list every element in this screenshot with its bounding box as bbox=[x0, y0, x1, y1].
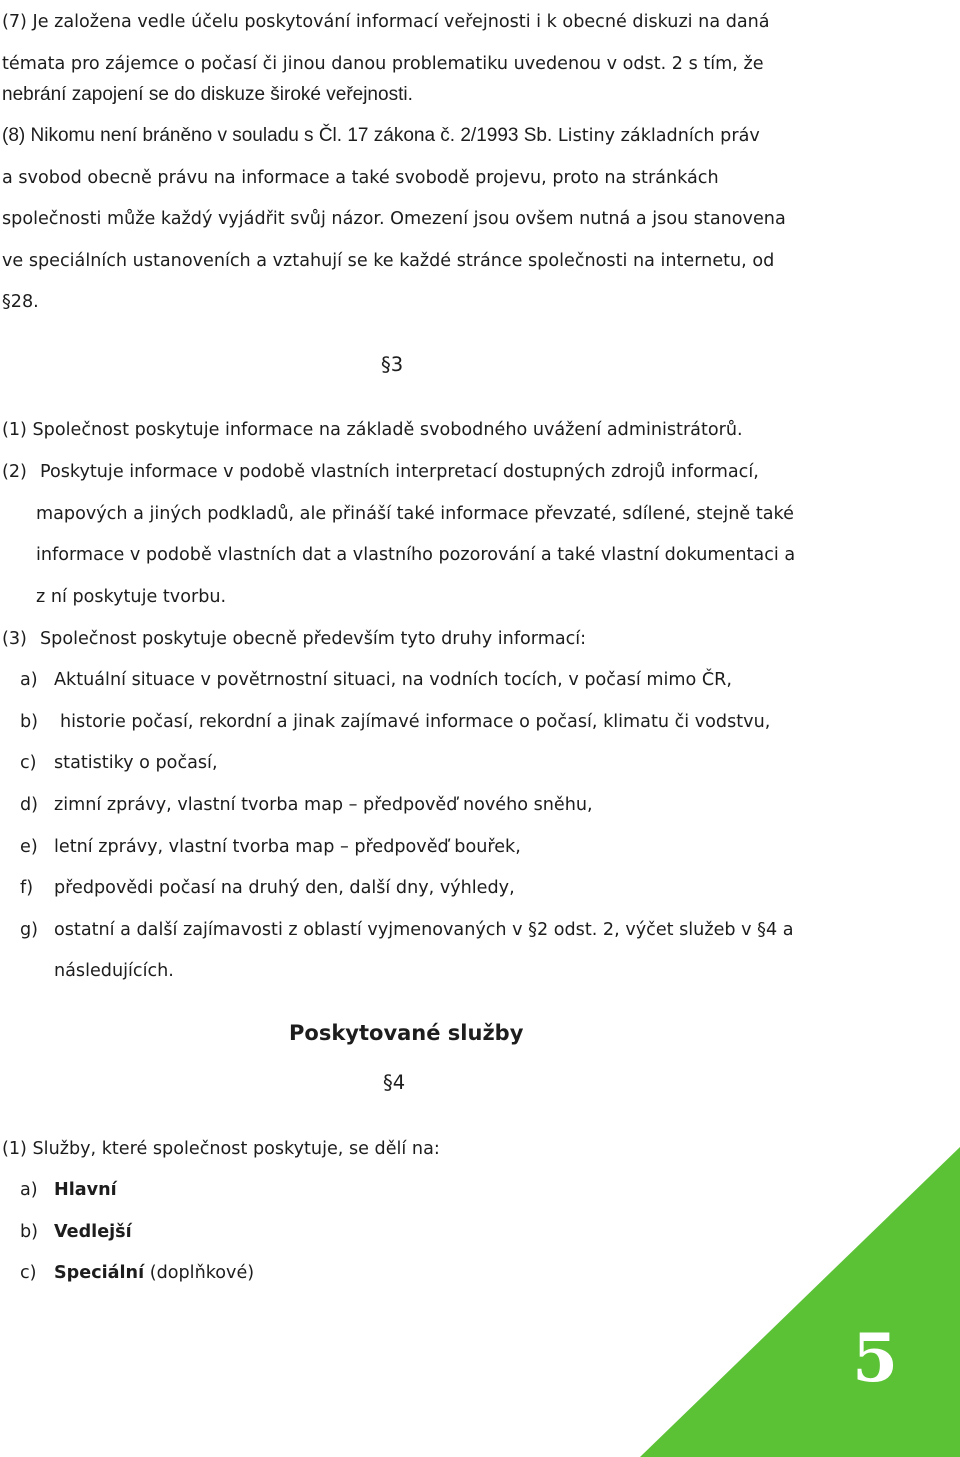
section-3-mark: §3 bbox=[381, 353, 404, 376]
list-item-marker: f) bbox=[20, 878, 34, 898]
list-item-text: předpovědi počasí na druhý den, další dny, výhledy, bbox=[54, 878, 515, 898]
paragraph-8-line-5: §28. bbox=[2, 292, 39, 312]
paragraph-8-line-1-start: (8) Nikomu není bráněno v souladu s Čl. 17 zákona č. 2/1993 Sb. bbox=[2, 125, 553, 146]
list-item-marker: b) bbox=[20, 712, 39, 732]
paragraph-8-line-1 bbox=[2, 124, 760, 148]
services-list-item-bold: Vedlejší bbox=[54, 1222, 132, 1242]
services-list-item-bold: Speciální bbox=[54, 1263, 145, 1283]
section-3-item-1: (1) Společnost poskytuje informace na základě svobodného uvážení administrátorů. bbox=[2, 420, 743, 440]
paragraph-7-line-3: nebrání zapojení se do diskuze široké veřejnosti. bbox=[2, 84, 413, 105]
section-4-mark: §4 bbox=[383, 1071, 406, 1094]
section-3-item-2-line-3: informace v podobě vlastních dat a vlastního pozorování a také vlastní dokumentaci a bbox=[36, 545, 796, 565]
services-item-1: (1) Služby, které společnost poskytuje, se dělí na: bbox=[2, 1139, 440, 1159]
list-item-marker: e) bbox=[20, 837, 38, 857]
paragraph-8-line-3 bbox=[2, 207, 786, 231]
services-list-marker: c) bbox=[20, 1263, 37, 1283]
list-item-text-continued: následujících. bbox=[54, 961, 174, 981]
list-item-text: letní zprávy, vlastní tvorba map – předpověď bouřek, bbox=[54, 837, 521, 857]
services-list-item-special bbox=[54, 1261, 254, 1285]
services-heading: Poskytované služby bbox=[289, 1021, 524, 1045]
services-list-item-bold: Hlavní bbox=[54, 1180, 117, 1200]
paragraph-8-line-3a: společnosti může každý vyjádřit svůj názor. bbox=[2, 209, 385, 229]
list-item-text: ostatní a další zajímavosti z oblastí vyjmenovaných v §2 odst. 2, výčet služeb v §4 a bbox=[54, 920, 794, 940]
list-item-marker: d) bbox=[20, 795, 39, 815]
paragraph-8-line-3b: Omezení jsou ovšem nutná a jsou stanovena bbox=[384, 209, 786, 229]
paragraph-8-line-2: a svobod obecně právu na informace a také svobodě projevu, proto na stránkách bbox=[2, 168, 719, 188]
list-item-text: Aktuální situace v povětrnostní situaci, na vodních tocích, v počasí mimo ČR, bbox=[54, 670, 733, 690]
section-3-item-2-line-2: mapových a jiných podkladů, ale přináší také informace převzaté, sdílené, stejně také bbox=[36, 504, 794, 524]
page-number: 5 bbox=[852, 1319, 898, 1397]
services-list-item-main bbox=[54, 1178, 117, 1202]
services-list-item-rest: (doplňkové) bbox=[144, 1263, 255, 1283]
section-3-item-3-marker: (3) bbox=[2, 629, 27, 649]
section-3-item-2-line-1: Poskytuje informace v podobě vlastních interpretací dostupných zdrojů informací, bbox=[40, 462, 759, 482]
page-corner-decoration bbox=[640, 1147, 960, 1457]
list-item-marker: g) bbox=[20, 920, 39, 940]
list-item-marker: c) bbox=[20, 753, 37, 773]
section-3-item-2-line-4: z ní poskytuje tvorbu. bbox=[36, 587, 227, 607]
paragraph-8-line-1-rest: Listiny základních práv bbox=[552, 126, 760, 146]
list-item-text: statistiky o počasí, bbox=[54, 753, 218, 773]
section-3-item-2-marker: (2) bbox=[2, 462, 27, 482]
section-3-item-3-text: Společnost poskytuje obecně především tyto druhy informací: bbox=[40, 629, 587, 649]
paragraph-7-line-1: (7) Je založena vedle účelu poskytování informací veřejnosti i k obecné diskuzi na daná bbox=[2, 12, 770, 32]
services-list-marker: b) bbox=[20, 1222, 39, 1242]
services-list-marker: a) bbox=[20, 1180, 38, 1200]
services-list-item-secondary bbox=[54, 1220, 132, 1244]
paragraph-7-line-2: témata pro zájemce o počasí či jinou danou problematiku uvedenou v odst. 2 s tím, že bbox=[2, 54, 764, 74]
list-item-text: historie počasí, rekordní a jinak zajímavé informace o počasí, klimatu či vodstvu, bbox=[60, 712, 771, 732]
list-item-marker: a) bbox=[20, 670, 38, 690]
list-item-text: zimní zprávy, vlastní tvorba map – předpověď nového sněhu, bbox=[54, 795, 593, 815]
corner-triangle bbox=[640, 1147, 960, 1457]
paragraph-8-line-4: ve speciálních ustanoveních a vztahují se ke každé stránce společnosti na internetu, od bbox=[2, 251, 775, 271]
